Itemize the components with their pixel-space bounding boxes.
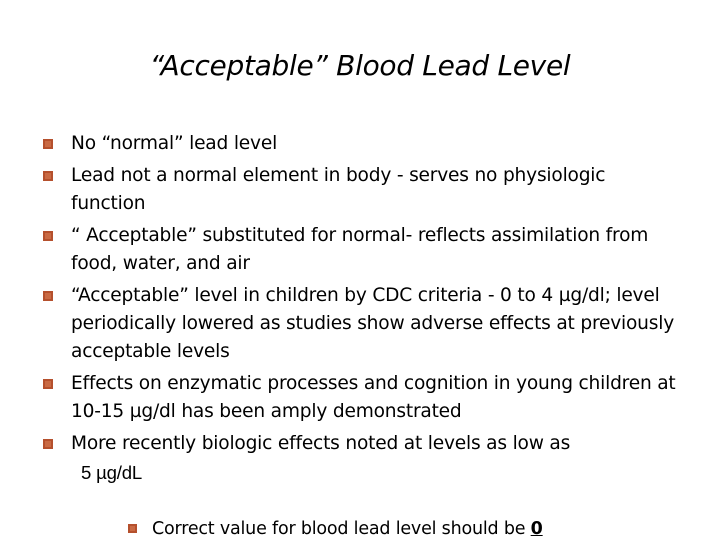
sub-bullet-correct-value xyxy=(128,516,543,542)
bullet-text: No “normal” lead level xyxy=(71,133,278,154)
bullet-item-acceptable-substituted xyxy=(43,222,683,278)
bullet-continuation-value: 5 µg/dL xyxy=(81,462,143,483)
bullet-text: “Acceptable” level in children by CDC criteria - 0 to 4 µg/dl; level periodically lowered as studies show adverse effects at previously acceptable levels xyxy=(71,285,675,362)
bullet-list xyxy=(43,130,683,492)
bullet-item-recent-effects xyxy=(43,430,683,488)
slide-title: “Acceptable” Blood Lead Level xyxy=(149,49,571,82)
sub-bullet-text: Correct value for blood lead level should be xyxy=(152,519,531,539)
square-bullet-icon xyxy=(43,291,53,301)
bullet-text: Effects on enzymatic processes and cognition in young children at 10-15 µg/dl has been amply demonstrated xyxy=(71,373,676,422)
bullet-text: Lead not a normal element in body - serves no physiologic function xyxy=(71,165,606,214)
square-bullet-icon xyxy=(43,439,53,449)
square-bullet-icon xyxy=(128,524,137,533)
square-bullet-icon xyxy=(43,231,53,241)
bullet-text: “ Acceptable” substituted for normal- reflects assimilation from food, water, and air xyxy=(71,225,649,274)
bullet-text: More recently biologic effects noted at levels as low as xyxy=(71,433,571,454)
bullet-item-not-normal-element xyxy=(43,162,683,218)
bullet-item-cdc-criteria xyxy=(43,282,683,366)
sub-bullet-value: 0 xyxy=(530,519,543,539)
square-bullet-icon xyxy=(43,379,53,389)
square-bullet-icon xyxy=(43,139,53,149)
bullet-item-enzymatic-effects xyxy=(43,370,683,426)
square-bullet-icon xyxy=(43,171,53,181)
bullet-item-no-normal xyxy=(43,130,683,158)
